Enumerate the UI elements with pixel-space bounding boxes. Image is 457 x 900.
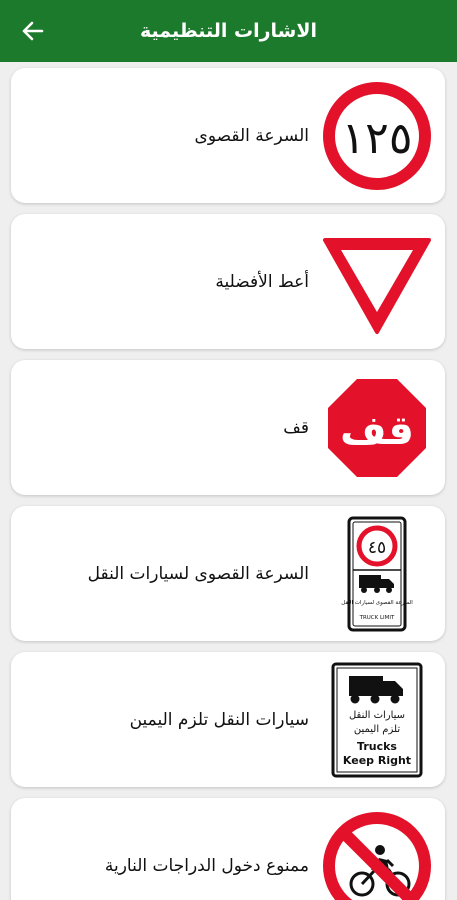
stop-sign-icon bbox=[319, 370, 435, 486]
sign-label: السرعة القصوى bbox=[194, 125, 309, 146]
sign-caption-en-2: Keep Right bbox=[342, 753, 412, 767]
sign-caption-ar-1: سيارات النقل bbox=[348, 709, 406, 721]
app-bar bbox=[0, 0, 457, 62]
back-button[interactable] bbox=[18, 16, 48, 46]
sign-text: قف bbox=[340, 407, 414, 454]
yield-sign-icon bbox=[319, 224, 435, 340]
max-speed-sign-icon bbox=[319, 78, 435, 194]
sign-caption-en-1: Trucks bbox=[357, 739, 397, 753]
sign-label: أعط الأفضلية bbox=[215, 271, 309, 292]
list-item-stop[interactable] bbox=[11, 360, 445, 495]
no-motorcycles-sign-icon bbox=[319, 808, 435, 900]
list-item-truck-speed-limit[interactable] bbox=[11, 506, 445, 641]
signs-list[interactable] bbox=[0, 62, 457, 900]
trucks-keep-right-sign-icon bbox=[319, 662, 435, 778]
sign-number: ٤٥ bbox=[367, 537, 387, 558]
list-item-trucks-keep-right[interactable] bbox=[11, 652, 445, 787]
sign-label: السرعة القصوى لسيارات النقل bbox=[87, 563, 309, 584]
sign-label: قف bbox=[283, 417, 309, 438]
sign-label: سيارات النقل تلزم اليمين bbox=[129, 709, 309, 730]
list-item-max-speed[interactable] bbox=[11, 68, 445, 203]
list-item-yield[interactable] bbox=[11, 214, 445, 349]
sign-caption-ar: السرعة القصوى لسيارات النقل bbox=[341, 599, 413, 606]
list-item-no-motorcycles[interactable] bbox=[11, 798, 445, 900]
sign-caption-en: TRUCK LIMIT bbox=[359, 614, 395, 621]
page-title: الاشارات التنظيمية bbox=[139, 20, 318, 42]
truck-speed-limit-sign-icon bbox=[319, 516, 435, 632]
sign-label: ممنوع دخول الدراجات النارية bbox=[104, 855, 309, 876]
sign-caption-ar-2: تلزم اليمين bbox=[353, 723, 401, 735]
sign-number: ١٢٥ bbox=[341, 112, 413, 164]
arrow-left-icon bbox=[22, 21, 44, 41]
